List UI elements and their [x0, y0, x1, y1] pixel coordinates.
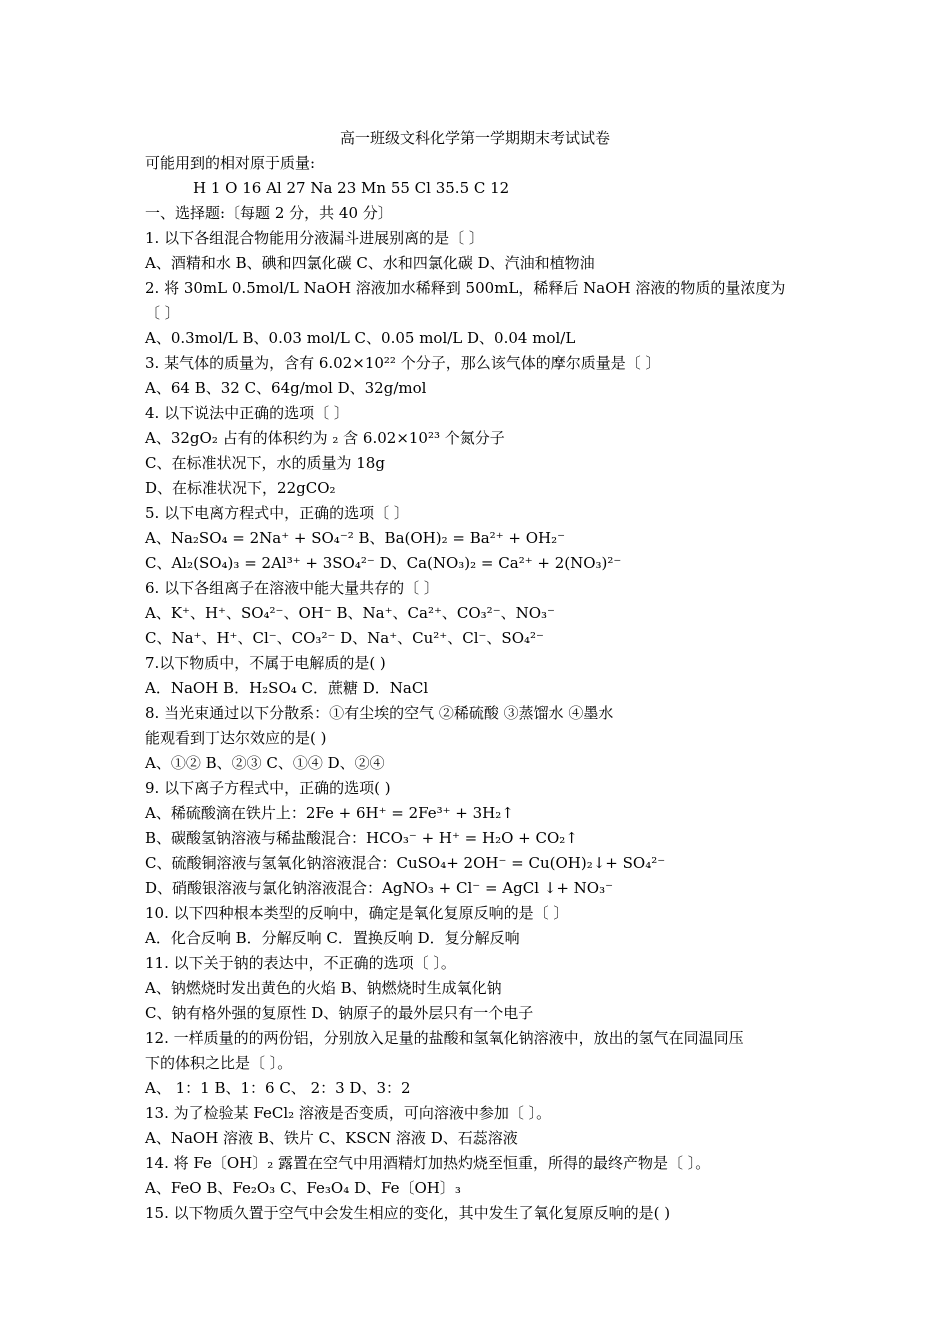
question: 4. 以下说法中正确的选项〔 〕 [145, 404, 349, 422]
answer-options: A、Na₂SO₄ = 2Na⁺ + SO₄⁻² B、Ba(OH)₂ = Ba²⁺ + OH₂⁻ [145, 529, 566, 547]
text-line: 一、选择题:〔每题 2 分，共 40 分〕 [145, 204, 393, 222]
question: 9. 以下离子方程式中，正确的选项( ) [145, 779, 391, 797]
answer-options: A、 1：1 B、1：6 C、 2：3 D、3：2 [145, 1079, 411, 1097]
question: 能观看到丁达尔效应的是( ) [145, 729, 327, 747]
page-title: 高一班级文科化学第一学期期末考试试卷 [339, 129, 610, 147]
answer-options: D、在标准状况下，22gCO₂ [145, 479, 336, 497]
question: 下的体积之比是〔 〕。 [145, 1054, 293, 1072]
answer-options: B、碳酸氢钠溶液与稀盐酸混合：HCO₃⁻ + H⁺ = H₂O + CO₂↑ [145, 829, 578, 847]
answer-options: A、32gO₂ 占有的体积约为 ₂ 含 6.02×10²³ 个氮分子 [145, 429, 505, 447]
text-line: 可能用到的相对原于质量: [145, 154, 316, 172]
answer-options: A、FeO B、Fe₂O₃ C、Fe₃O₄ D、Fe〔OH〕₃ [145, 1179, 461, 1197]
question: 11. 以下关于钠的表达中，不正确的选项〔 〕。 [145, 954, 456, 972]
answer-options: A、NaOH 溶液 B、铁片 C、KSCN 溶液 D、石蕊溶液 [145, 1129, 518, 1147]
question: 14. 将 Fe〔OH〕₂ 露置在空气中用酒精灯加热灼烧至恒重，所得的最终产物是〔 〕。 [145, 1154, 711, 1172]
question: 15. 以下物质久置于空气中会发生相应的变化，其中发生了氧化复原反响的是( ) [145, 1204, 671, 1222]
answer-options: A．化合反响 B．分解反响 C．置换反响 D．复分解反响 [145, 929, 520, 947]
answer-options: A、0.3mol/L B、0.03 mol/L C、0.05 mol/L D、0.04 mol/L [145, 329, 576, 347]
question: 7.以下物质中，不属于电解质的是( ) [145, 654, 386, 672]
text-line: H 1 O 16 Al 27 Na 23 Mn 55 Cl 35.5 C 12 [193, 179, 510, 197]
answer-options: A、K⁺、H⁺、SO₄²⁻、OH⁻ B、Na⁺、Ca²⁺、CO₃²⁻、NO₃⁻ [145, 604, 555, 622]
answer-options: D、硝酸银溶液与氯化钠溶液混合：AgNO₃ + Cl⁻ = AgCl ↓+ NO₃⁻ [145, 879, 614, 897]
answer-options: A．NaOH B．H₂SO₄ C．蔗糖 D．NaCl [145, 679, 429, 697]
question: 12. 一样质量的的两份铝，分别放入足量的盐酸和氢氧化钠溶液中，放出的氢气在同温同压 [145, 1029, 744, 1047]
question: 8. 当光束通过以下分散系：①有尘埃的空气 ②稀硫酸 ③蒸馏水 ④墨水 [145, 704, 614, 722]
answer-options: C、在标准状况下，水的质量为 18g [145, 454, 385, 472]
question: 6. 以下各组离子在溶液中能大量共存的〔 〕 [145, 579, 439, 597]
answer-options: A、钠燃烧时发出黄色的火焰 B、钠燃烧时生成氧化钠 [145, 979, 502, 997]
answer-options: A、酒精和水 B、碘和四氯化碳 C、水和四氯化碳 D、汽油和植物油 [145, 254, 595, 272]
answer-options: C、Na⁺、H⁺、Cl⁻、CO₃²⁻ D、Na⁺、Cu²⁺、Cl⁻、SO₄²⁻ [145, 629, 544, 647]
answer-options: C、钠有格外强的复原性 D、钠原子的最外层只有一个电子 [145, 1004, 534, 1022]
answer-options: A、①② B、②③ C、①④ D、②④ [145, 754, 385, 772]
question: 10. 以下四种根本类型的反响中，确定是氧化复原反响的是〔 〕 [145, 904, 569, 922]
question: 3. 某气体的质量为，含有 6.02×10²² 个分子，那么该气体的摩尔质量是〔 〕 [145, 354, 661, 372]
answer-options: A、64 B、32 C、64g/mol D、32g/mol [145, 379, 427, 397]
question: 1. 以下各组混合物能用分液漏斗进展别离的是〔 〕 [145, 229, 484, 247]
question: 2. 将 30mL 0.5mol/L NaOH 溶液加水稀释到 500mL，稀释后 NaOH 溶液的物质的量浓度为 [145, 279, 786, 297]
question: 13. 为了检验某 FeCl₂ 溶液是否变质，可向溶液中参加〔 〕。 [145, 1104, 552, 1122]
answer-options: A、稀硫酸滴在铁片上：2Fe + 6H⁺ = 2Fe³⁺ + 3H₂↑ [145, 804, 514, 822]
question: 〔 〕 [145, 304, 180, 322]
answer-options: C、硫酸铜溶液与氢氧化钠溶液混合：CuSO₄+ 2OH⁻ = Cu(OH)₂↓+ SO₄²⁻ [145, 854, 666, 872]
answer-options: C、Al₂(SO₄)₃ = 2Al³⁺ + 3SO₄²⁻ D、Ca(NO₃)₂ = Ca²⁺ + 2(NO₃)²⁻ [145, 554, 622, 572]
question: 5. 以下电离方程式中，正确的选项〔 〕 [145, 504, 409, 522]
